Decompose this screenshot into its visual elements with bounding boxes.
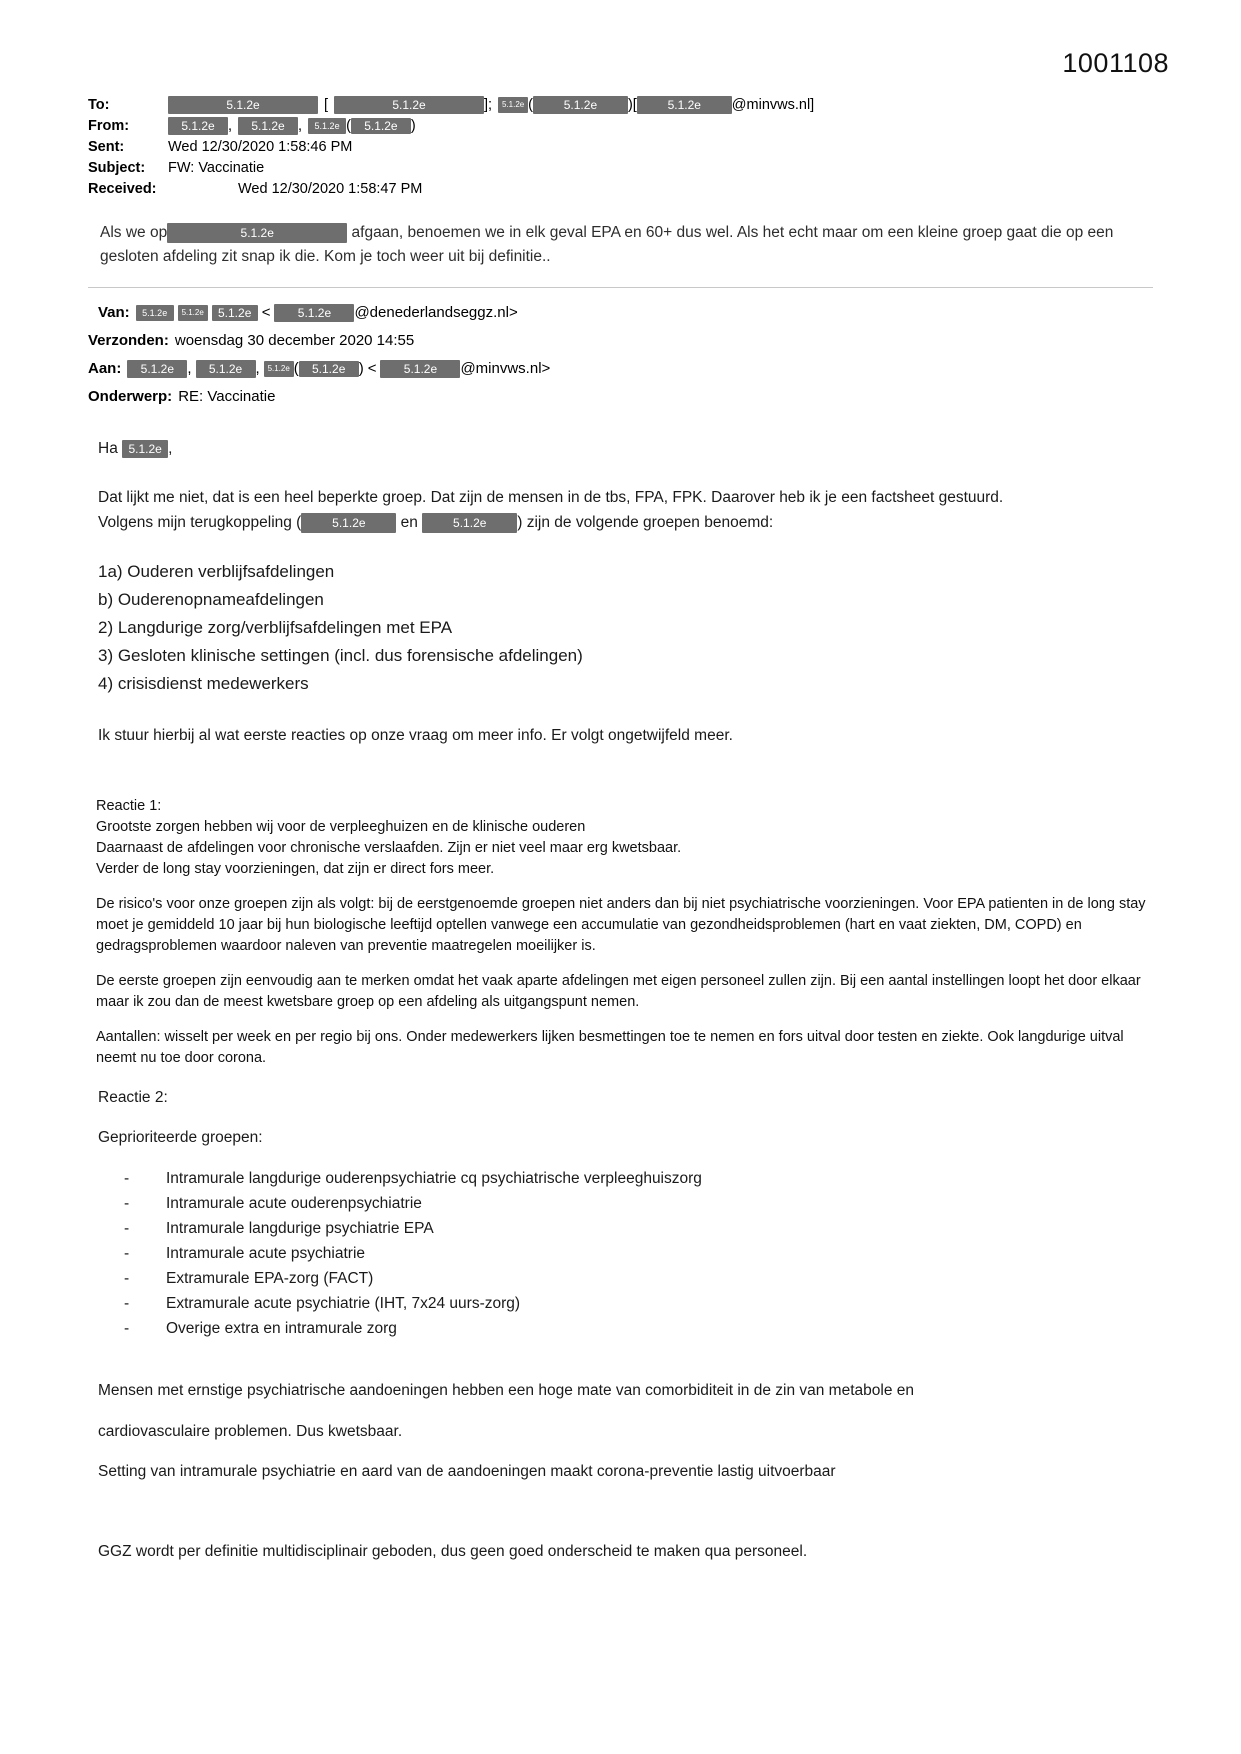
header-value-received: Wed 12/30/2020 1:58:47 PM (238, 181, 423, 197)
redaction-box: 5.1.2e (380, 360, 460, 378)
header-label-from: From: (88, 118, 130, 134)
reactie-1-paragraph-4: Aantallen: wisselt per week en per regio bij ons. Onder medewerkers lijken besmettingen toe te nemen en fors uitval door testen en ziekte. Ook langdurige uitval neemt nu toe door corona. (96, 1029, 1124, 1066)
message-body-followup (88, 723, 1153, 748)
closing-line-4: GGZ wordt per definitie multidisciplinair geboden, dus geen goed onderscheid te maken qua personeel. (98, 1543, 808, 1560)
list-item: - Extramurale acute psychiatrie (IHT, 7x24 uurs-zorg) (124, 1291, 1153, 1316)
redaction-box: 5.1.2e (238, 117, 298, 135)
header-value-from (168, 116, 416, 136)
list-item: b) Ouderenopnameafdelingen (98, 590, 324, 609)
paragraph-1-line-2 (98, 510, 1153, 535)
intro-paragraph (88, 221, 1130, 269)
list-item: 4) crisisdienst medewerkers (98, 674, 309, 693)
redaction-box: 5.1.2e (212, 305, 258, 321)
to-domain: @minvws.nl] (731, 97, 815, 113)
paragraph-1-line-1: Dat lijkt me niet, dat is een heel beperkte groep. Dat zijn de mensen in de tbs, FPA, FPK. Daarover heb ik je een factsheet gestuurd. (98, 489, 1004, 506)
list-item: - Intramurale langdurige psychiatrie EPA (124, 1216, 1153, 1241)
reactie-1-paragraph-3: De eerste groepen zijn eenvoudig aan te merken omdat het vaak aparte afdelingen met eigen personeel zullen zijn. Bij een aantal instellingen loopt het door elkaar maar ik zou dan de meest kwetsbare groep op een afdeling als uitgangspunt nemen. (96, 973, 1141, 1010)
closing-line-2: cardiovasculaire problemen. Dus kwetsbaar. (98, 1422, 403, 1440)
header-value-subject: FW: Vaccinatie (168, 160, 265, 176)
forwarded-row-aan (88, 356, 1153, 382)
reactie-1-label: Reactie 1: (96, 798, 162, 814)
forwarded-label-aan: Aan: (88, 360, 122, 377)
forwarded-value-verzonden: woensdag 30 december 2020 14:55 (174, 332, 415, 349)
prioritized-groups-list (88, 1166, 1153, 1341)
redaction-box: 5.1.2e (264, 361, 294, 377)
redaction-box: 5.1.2e (127, 360, 187, 378)
from-paren-close: ) (410, 118, 416, 134)
reactie-1-paragraph-2: De risico's voor onze groepen zijn als volgt: bij de eerstgenoemde groepen niet anders dan bij niet psychiatrische voorzieningen. Voor EPA patienten in de long stay moet je gemiddeld 10 jaar bij hun biologische leeftijd optellen vanwege een accumulatie van gezondheidsproblemen (hart en vaat ziekten, DM, COPD) en gedragsproblemen waardoor naleven van preventie maatregelen moeilijker is. (96, 896, 1146, 954)
forwarded-van-domain: @denederlandseggz.nl> (354, 304, 518, 321)
divider (88, 287, 1153, 288)
numbered-group-list (88, 559, 1153, 697)
from-sep: , (298, 118, 303, 134)
closing-block (88, 1378, 1153, 1564)
reactie-2-subtitle: Geprioriteerde groepen: (98, 1129, 263, 1146)
header-label-subject: Subject: (88, 160, 146, 176)
redaction-box: 5.1.2e (136, 305, 174, 321)
reactie-2-block (88, 1085, 1153, 1151)
forwarded-row-onderwerp (88, 384, 1153, 410)
list-item: 2) Langdurige zorg/verblijfsafdelingen met EPA (98, 618, 453, 637)
redaction-box: 5.1.2e (274, 304, 354, 322)
header-label-to: To: (88, 97, 110, 113)
list-item: 1a) Ouderen verblijfsafdelingen (98, 562, 335, 581)
header-row-subject (88, 158, 1153, 178)
reactie-1-line-2: Daarnaast de afdelingen voor chronische verslaafden. Zijn er niet veel maar erg kwetsbaar. (96, 840, 682, 856)
header-row-from (88, 116, 1153, 136)
to-second-prefix: ( (528, 97, 533, 113)
greeting-text: Ha (98, 440, 118, 457)
message-body-top (88, 436, 1153, 535)
para1-part-c: ) zijn de volgende groepen benoemd: (517, 514, 774, 531)
header-value-sent: Wed 12/30/2020 1:58:46 PM (168, 139, 353, 155)
para1-part-b: en (400, 514, 418, 531)
header-row-sent (88, 137, 1153, 157)
aan-paren-close: ) (358, 360, 364, 377)
redaction-box: 5.1.2e (167, 223, 347, 243)
redaction-box: 5.1.2e (301, 513, 396, 533)
greeting-comma: , (168, 440, 173, 457)
reactie-1-line-1: Grootste zorgen hebben wij voor de verpleeghuizen en de klinische ouderen (96, 819, 586, 835)
header-row-received (88, 179, 1153, 199)
header-label-received: Received: (88, 181, 157, 197)
closing-line-3: Setting van intramurale psychiatrie en aard van de aandoeningen maakt corona-preventie lastig uitvoerbaar (98, 1463, 836, 1480)
redaction-box: 5.1.2e (422, 513, 517, 533)
to-bracket-open: [ (324, 97, 329, 113)
list-item: - Intramurale acute ouderenpsychiatrie (124, 1191, 1153, 1216)
aan-comma: , (255, 360, 260, 377)
intro-after: afgaan, benoemen we in elk geval EPA en 60+ dus wel. Als het echt maar om een kleine groep gaat die op een gesloten afdeling zit snap ik die. Kom je toch weer uit bij definitie.. (100, 224, 1114, 265)
email-header-block (88, 95, 1153, 199)
to-paren-close: )[ (627, 97, 637, 113)
redaction-box: 5.1.2e (122, 440, 168, 458)
para1-part-a: Volgens mijn terugkoppeling ( (98, 514, 302, 531)
forwarded-header-block (88, 300, 1153, 410)
list-item: - Overige extra en intramurale zorg (124, 1316, 1153, 1341)
redaction-box: 5.1.2e (168, 117, 228, 135)
header-label-sent: Sent: (88, 139, 125, 155)
forwarded-label-van: Van: (98, 304, 130, 321)
redaction-box: 5.1.2e (178, 305, 208, 321)
intro-before: Als we op (100, 224, 168, 241)
aan-lt: < (367, 360, 377, 377)
redaction-box: 5.1.2e (299, 361, 359, 377)
redaction-box: 5.1.2e (498, 97, 528, 113)
list-item: 3) Gesloten klinische settingen (incl. dus forensische afdelingen) (98, 646, 583, 665)
redaction-box: 5.1.2e (533, 96, 628, 114)
aan-comma: , (187, 360, 192, 377)
from-sep: , (228, 118, 233, 134)
forwarded-label-verzonden: Verzonden: (88, 332, 169, 349)
forwarded-row-van (88, 300, 1153, 326)
header-value-to (168, 95, 814, 115)
reactie-2-label: Reactie 2: (98, 1088, 168, 1106)
forwarded-label-onderwerp: Onderwerp: (88, 388, 173, 405)
list-item: - Intramurale acute psychiatrie (124, 1241, 1153, 1266)
document-number: 1001108 (1062, 48, 1169, 78)
list-item: - Extramurale EPA-zorg (FACT) (124, 1266, 1153, 1291)
paragraph-2: Ik stuur hierbij al wat eerste reacties op onze vraag om meer info. Er volgt ongetwijfeld meer. (98, 727, 733, 744)
redaction-box: 5.1.2e (637, 96, 732, 114)
list-item: - Intramurale langdurige ouderenpsychiatrie cq psychiatrische verpleeghuiszorg (124, 1166, 1153, 1191)
redaction-box: 5.1.2e (351, 118, 411, 134)
forwarded-value-onderwerp: RE: Vaccinatie (178, 388, 276, 405)
reactie-1-line-3: Verder de long stay voorzieningen, dat zijn er direct fors meer. (96, 861, 495, 877)
redaction-box: 5.1.2e (196, 360, 256, 378)
to-bracket-close: ]; (484, 97, 493, 113)
forwarded-van-lt: < (261, 304, 271, 321)
redaction-box: 5.1.2e (308, 118, 346, 134)
header-row-to (88, 95, 1153, 115)
aan-domain: @minvws.nl> (460, 360, 551, 377)
reactie-1-block (88, 796, 1153, 1069)
aan-paren-open: ( (293, 360, 299, 377)
greeting-line (98, 436, 1153, 461)
forwarded-row-verzonden (88, 328, 1153, 354)
closing-line-1: Mensen met ernstige psychiatrische aandoeningen hebben een hoge mate van comorbiditeit in de zin van metabole en (98, 1382, 914, 1399)
redaction-box: 5.1.2e (168, 96, 318, 114)
from-paren-open: ( (346, 118, 351, 134)
email-content (88, 95, 1153, 1580)
redaction-box: 5.1.2e (334, 96, 484, 114)
